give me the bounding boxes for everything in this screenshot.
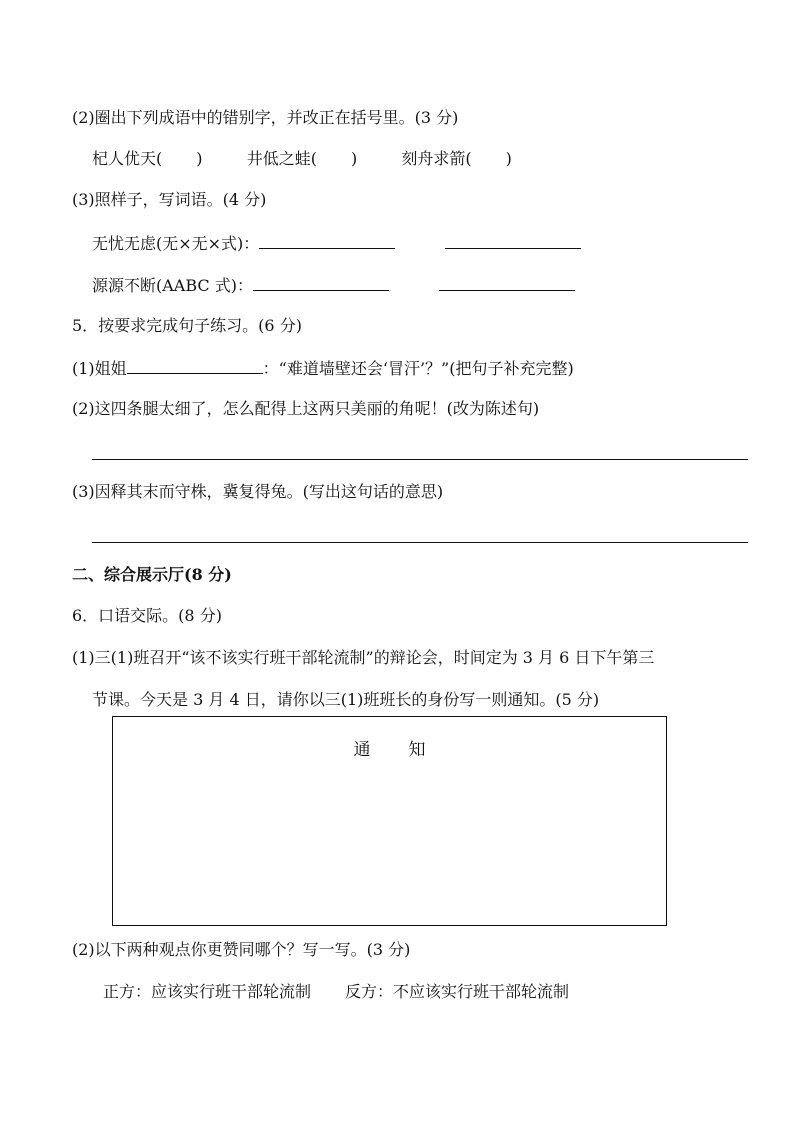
q5-s1-suffix: ：“难道墙壁还会‘冒汗’？”(把句子补充完整)	[262, 359, 574, 378]
idiom-2: 井低之蛙(	[246, 149, 317, 168]
idiom-row	[92, 149, 512, 169]
q4-3-prompt: (3)照样子，写词语。(4 分)	[72, 190, 267, 209]
q6-p1-line1: (1)三(1)班召开“该不该实行班干部轮流制”的辩论会，时间定为 3 月 6 日下午第三	[72, 648, 655, 667]
q5-title: 5．按要求完成句子练习。(6 分)	[72, 316, 302, 335]
pattern-row-1	[92, 232, 581, 254]
q5-s3-answer-line[interactable]	[92, 542, 748, 543]
idiom-1: 杞人优天(	[92, 149, 163, 168]
pattern-2-blank-b[interactable]	[439, 274, 575, 291]
q6-p2: (2)以下两种观点你更赞同哪个？写一写。(3 分)	[72, 940, 411, 959]
pattern-2-label: 源源不断(AABC 式)：	[92, 276, 253, 295]
q5-s2: (2)这四条腿太细了，怎么配得上这两只美丽的角呢！(改为陈述句)	[72, 399, 540, 418]
q6-title: 6．口语交际。(8 分)	[72, 606, 222, 625]
section-2-title: 二、综合展示厅(8 分)	[72, 565, 232, 584]
notice-writing-box[interactable]	[112, 716, 667, 926]
idiom-3: 刻舟求箭(	[401, 149, 472, 168]
q4-2-prompt: (2)圈出下列成语中的错别字，并改正在括号里。(3 分)	[72, 108, 459, 127]
q5-s3: (3)因释其末而守株，冀复得兔。(写出这句话的意思)	[72, 482, 444, 501]
pattern-1-label: 无忧无虑(无×无×式)：	[92, 234, 260, 253]
pattern-1-blank-a[interactable]	[259, 232, 395, 249]
q5-s2-answer-line[interactable]	[92, 459, 748, 460]
pattern-1-blank-b[interactable]	[445, 232, 581, 249]
notice-title: 通知	[353, 740, 464, 760]
idiom-2-close: )	[350, 149, 358, 168]
q5-s1-blank[interactable]	[127, 357, 263, 374]
q5-s1	[72, 357, 574, 379]
pattern-2-blank-a[interactable]	[253, 274, 389, 291]
viewpoint-pro: 正方：应该实行班干部轮流制	[103, 982, 312, 1001]
viewpoint-row	[103, 982, 569, 1002]
q6-p1-line2: 节课。今天是 3 月 4 日，请你以三(1)班班长的身份写一则通知。(5 分)	[92, 690, 600, 709]
viewpoint-con: 反方：不应该实行班干部轮流制	[345, 982, 570, 1001]
pattern-row-2	[92, 274, 575, 296]
q5-s1-prefix: (1)姐姐	[72, 359, 127, 378]
idiom-3-close: )	[505, 149, 512, 168]
idiom-1-close: )	[196, 149, 203, 168]
